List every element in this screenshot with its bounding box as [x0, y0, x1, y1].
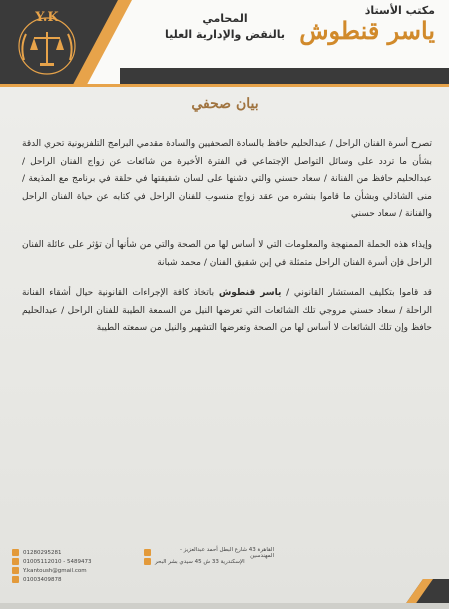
- email-icon: [12, 567, 19, 574]
- header-bottom-stripe: [120, 68, 449, 84]
- letterhead: [0, 0, 449, 86]
- header-orange-line: [0, 84, 449, 87]
- address-cairo: القاهرة 43 شارع البطل أحمد عبدالعزيز - المهندسين: [179, 546, 274, 559]
- phone-icon: [12, 558, 19, 565]
- contact-addresses: [144, 548, 274, 566]
- paragraph: وإيذاء هذه الحملة الممنهجة والمعلومات التي لا أساس لها من الصحة والتي من شأنها أن تؤثر على عائلة الفنان الراحل فإن أسرة الفنان الراحل متمثلة في إبن شقيق الفنان / محمد شبانة: [22, 239, 432, 268]
- paragraph: تصرح أسرة الفنان الراحل / عبدالحليم حافظ بالسادة الصحفيين والسادة مقدمي البرامج التلفزيونية تحري الدقة بشأن ما تردد على وسائل التواصل الإجتماعي في الفترة الأخيرة من شائعات عن زواج الفنان الراحل / عبدالحليم حافظ من الفنانة / سعاد حسني والتي دشنها على لسان شقيقتها في حلقة في برنامج مع المذيعة / منى الشاذلي وبشأن ما قاموا بنشره من عقد زواج منسوب للفنان الراحل في كتابه عن حياة الفنان الراحل والفنانة / سعاد حسني: [22, 139, 432, 220]
- phone-icon: [12, 576, 19, 583]
- location-icon: [144, 549, 151, 556]
- phone-icon: [12, 549, 19, 556]
- page-bottom-edge: [0, 603, 449, 609]
- court-label: بالنقض والإدارية العليا: [164, 28, 286, 41]
- office-block: [295, 4, 435, 45]
- phone-1: 01280295281: [23, 549, 62, 556]
- address-alex: الإسكندرية 33 ش 45 سيدي بشر البحر: [155, 558, 245, 565]
- highlighted-name: ياسر قنطوش: [218, 288, 282, 299]
- office-label: مكتب الأستاذ: [364, 4, 435, 17]
- phone-2: 01005112010 - 5489473: [23, 558, 92, 565]
- location-icon: [144, 558, 151, 565]
- paragraph: قد قاموا بتكليف المستشار القانوني / ياسر قنطوش باتخاذ كافة الإجراءات القانونية حيال أشقاء الفنانة الراحلة / سعاد حسني مروجي تلك الشائعات التي تعرضها النيل من السمعة الطيبة للفنان الراحل / عبدالحليم حافظ وإن تلك الشائعات لا أساس لها من الصحة وتعرضها التشهير والنيل من سمعته الطيبة: [22, 288, 432, 334]
- logo-text: Y.K: [35, 10, 59, 25]
- lawyer-title-block: [150, 12, 300, 41]
- document-body: [22, 136, 432, 351]
- lawyer-label: المحامي: [202, 12, 248, 25]
- phone-3: 01003409878: [23, 576, 62, 583]
- office-name: ياسر قنطوش: [299, 16, 435, 45]
- document-title: بيان صحفي: [191, 96, 259, 112]
- email: Y.kantoush@gmail.com: [23, 567, 87, 574]
- contact-footer: [12, 546, 274, 584]
